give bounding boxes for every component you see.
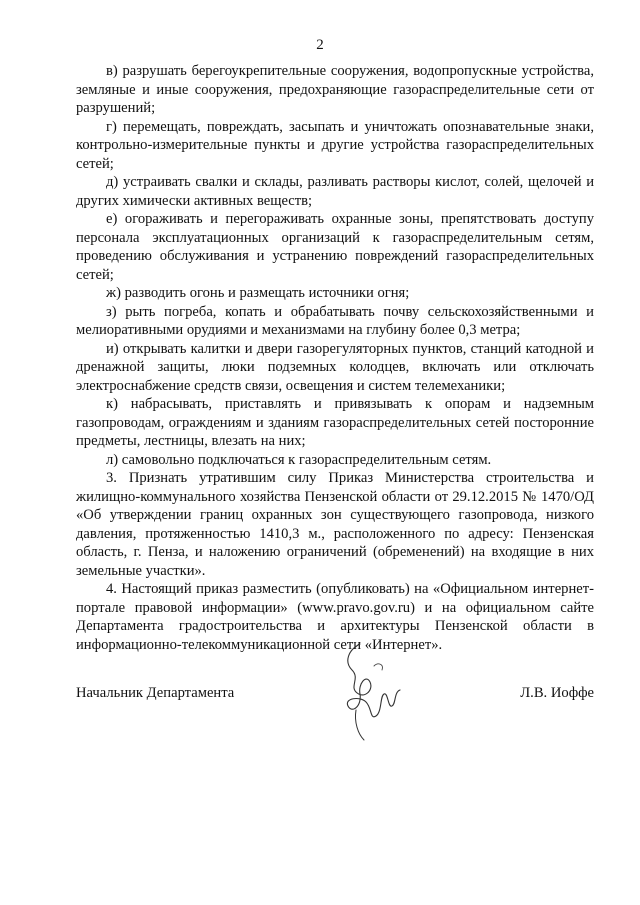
signer-name: Л.В. Иоффе — [520, 685, 594, 701]
paragraph-item-g: г) перемещать, повреждать, засыпать и уничтожать опознавательные знаки, контрольно-измерительные пункты и другие устройства газораспределительных сетей; — [76, 118, 594, 172]
paragraph-item-zh: ж) разводить огонь и размещать источники огня; — [106, 285, 410, 301]
paragraph-item-z: з) рыть погреба, копать и обрабатывать почву сельскохозяйственными и мелиоративными орудиями и механизмами на глубину более 0,3 метра; — [76, 303, 594, 338]
signature-block — [76, 684, 594, 706]
paragraph-item-i: и) открывать калитки и двери газорегуляторных пунктов, станций катодной и дренажной защиты, люки подземных колодцев, включать или отключать электроснабжение средств связи, освещения и систем телемеханики; — [76, 340, 594, 394]
page-number: 2 — [316, 37, 324, 53]
document-body — [76, 62, 594, 654]
paragraph-item-e: е) огораживать и перегораживать охранные зоны, препятствовать доступу персонала эксплуатационных организаций к газораспределительным сетям, проведению обслуживания и устранению повреждений газораспределительных сетей; — [76, 211, 594, 283]
paragraph-item-v: в) разрушать берегоукрепительные сооружения, водопропускные устройства, земляные и иные сооружения, предохраняющие газораспределительные сети от разрушений; — [76, 63, 594, 116]
signer-position: Начальник Департамента — [76, 685, 235, 701]
paragraph-item-d: д) устраивать свалки и склады, разливать растворы кислот, солей, щелочей и других химически активных веществ; — [76, 174, 594, 209]
paragraph-item-l: л) самовольно подключаться к газораспределительным сетям. — [106, 451, 492, 468]
paragraph-item-k: к) набрасывать, приставлять и привязывать к опорам и надземным газопроводам, ограждениям и зданиям газораспределительных сетей посторонние предметы, лестницы, влезать на них; — [76, 396, 594, 449]
paragraph-clause-4: 4. Настоящий приказ разместить (опубликовать) на «Официальном интернет-портале правовой информации» (www.pravo.gov.ru) и на официальном сайте Департамента градостроительства и архитектуры Пензенской области в информационно-телекоммуникационной сети «Интернет». — [76, 581, 594, 653]
paragraph-clause-3: 3. Признать утратившим силу Приказ Министерства строительства и жилищно-коммунального хозяйства Пензенской области от 29.12.2015 № 1470/ОД «Об утверждении границ охранных зон существующего газопровода, низкого давления, протяженностью 1410,3 м., расположенного по адресу: Пензенская область, г. Пенза, и наложению ограничений (обременений) на входящие в них земельные участки». — [76, 470, 594, 579]
